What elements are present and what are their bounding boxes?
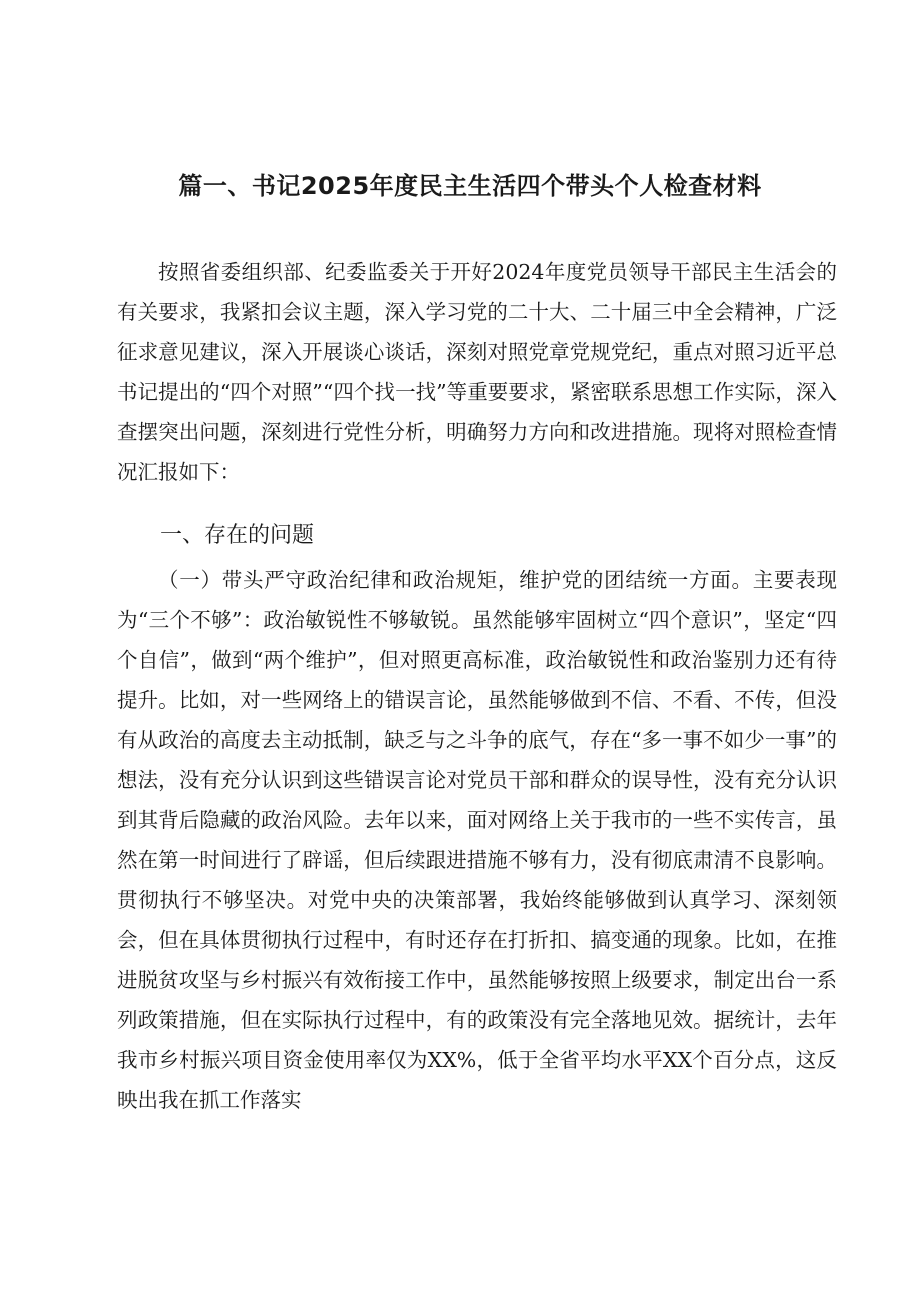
- intro-paragraph: 按照省委组织部、纪委监委关于开好2024年度党员领导干部民主生活会的有关要求，我紧扣会议主题，深入学习党的二十大、二十届三中全会精神，广泛征求意见建议，深入开展谈心谈话，深刻对照党章党规党纪，重点对照习近平总书记提出的“四个对照”“四个找一找”等重要要求，紧密联系思想工作实际，深入查摆突出问题，深刻进行党性分析，明确努力方向和改进措施。现将对照检查情况汇报如下：: [117, 260, 837, 484]
- body-paragraph: （一）带头严守政治纪律和政治规矩，维护党的团结统一方面。主要表现为“三个不够”：政治敏锐性不够敏锐。虽然能够牢固树立“四个意识”，坚定“四个自信”，做到“两个维护”，但对照更高标准，政治敏锐性和政治鉴别力还有待提升。比如，对一些网络上的错误言论，虽然能够做到不信、不看、不传，但没有从政治的高度去主动抵制，缺乏与之斗争的底气，存在“多一事不如少一事”的想法，没有充分认识到这些错误言论对党员干部和群众的误导性，没有充分认识到其背后隐藏的政治风险。去年以来，面对网络上关于我市的一些不实传言，虽然在第一时间进行了辟谣，但后续跟进措施不够有力，没有彻底肃清不良影响。贯彻执行不够坚决。对党中央的决策部署，我始终能够做到认真学习、深刻领会，但在具体贯彻执行过程中，有时还存在打折扣、搞变通的现象。比如，在推进脱贫攻坚与乡村振兴有效衔接工作中，虽然能够按照上级要求，制定出台一系列政策措施，但在实际执行过程中，有的政策没有完全落地见效。据统计，去年我市乡村振兴项目资金使用率仅为XX%，低于全省平均水平XX个百分点，这反映出我在抓工作落实: [117, 568, 837, 1112]
- section-heading: 一、存在的问题: [160, 523, 315, 548]
- document-title: 篇一、书记2025年度民主生活四个带头个人检查材料: [178, 172, 762, 200]
